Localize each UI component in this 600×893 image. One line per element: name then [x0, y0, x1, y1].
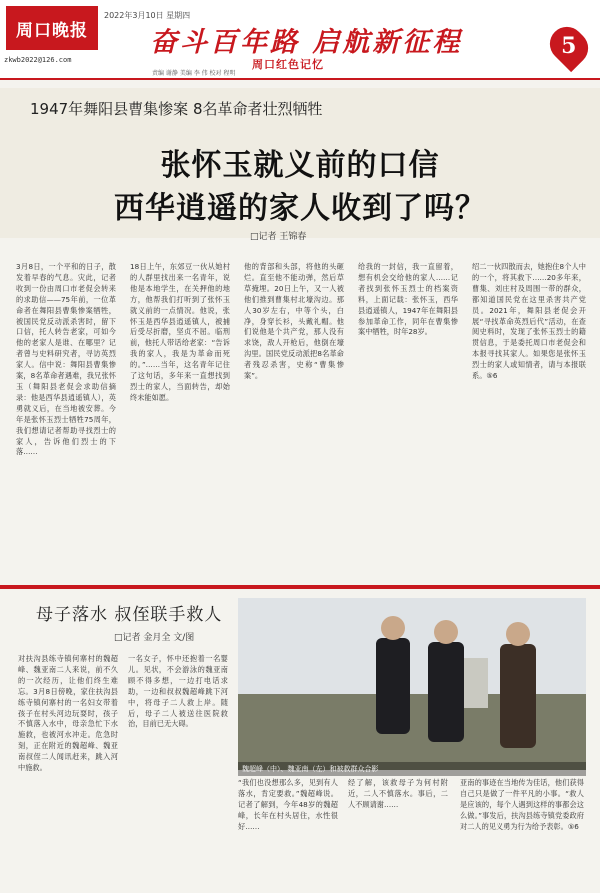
slogan: 奋斗百年路 启航新征程: [150, 27, 463, 58]
article2-column-4: 经了解，该救母子为何村附近，二人不慎落水。事后，二人不顾请谢……: [348, 778, 448, 809]
article2-column-1: 对扶沟县练寺镇何寨村的魏超峰、魏亚南二人来说，前不久的一次经历，让他们终生难忘。3月8日傍晚，家住扶沟县练寺镇何寨村的一名妇女带着孩子在村头河边玩耍时，孩子不慎落入水中，母亲急忙下水施救，也被河水冲走。危急时刻，正在附近的魏超峰、魏亚南叔侄二人闻讯赶来，跳入河中施救。: [18, 654, 118, 773]
article2-column-5: 亚南的事迹在当地传为佳话，他们获得自己只是做了一件平凡的小事。“救人是应该的，每个人遇到这样的事都会这么做。”事发后，扶沟县练寺镇党委政府对二人的见义勇为行为给予表彰。⑤6: [460, 778, 584, 831]
article1-kicker: 1947年舞阳县曹集惨案 8名革命者壮烈牺牲: [30, 100, 323, 118]
article2-column-2: 一名女子，怀中还抱着一名婴儿。见状，不会游泳的魏亚南顾不得多想，一边打电话求助，一边和叔叔魏超峰跳下河中，将母子二人救上岸。随后，母子二人被送往医院救治，目前已无大碍。: [128, 654, 228, 729]
article2-byline: □记者 金月全 文/图: [114, 633, 195, 643]
photo-caption: 魏超峰（中）、魏亚南（左）和被救群众合影: [238, 762, 586, 776]
email: zkwb2022@126.com: [4, 56, 72, 64]
article2-photo: [238, 598, 586, 770]
editors-line: 责编 谢静 美编 李 伟 校对 程明: [152, 70, 236, 77]
page-number: 5: [561, 33, 577, 59]
section-divider: [0, 585, 600, 589]
article1-column-5: 绍二一伙四散而去，她抱住8个人中的一个，将其救下……20多年来，曹集、刘庄村及周围一带的群众，都知道国民党在这里杀害共产党员。2021年，舞阳县老促会开展“寻找革命英烈后代”活动，在查阅史料时，发现了张怀玉烈士的籍贯信息，于是委托周口市老促会和本报寻找其家人。如果您是张怀玉烈士的家人或知情者，请与本报联系。⑤6: [472, 262, 586, 381]
article1-column-3: 他的背部和头部，将他的头砸烂。直至他不能动弹，然后草草掩埋。20日上午，又一人被他们推到曹集村北壕沟边。那人30岁左右，中等个头，白净，身穿长衫，头戴礼帽。他们说他是个共产党，那人没有求饶，敌人开枪后，他倒在壕沟里。国民党反动派把8名革命者残忍杀害，史称“曹集惨案”。: [244, 262, 344, 381]
article1-column-4: 给我的一封信，我一直留着，想有机会交给他的家人……记者找到张怀玉烈士的档案资料，上面记载：张怀玉，西华县逍遥镇人，1947年在舞阳县参加革命工作，同年在曹集惨案中牺牲，时年28岁。: [358, 262, 458, 337]
newspaper-logo: 周口晚报: [6, 6, 98, 50]
article1-title-line2: 西华逍遥的家人收到了吗？: [114, 191, 486, 226]
column-title: 周口红色记忆: [252, 58, 324, 71]
photo-illustration: [238, 598, 586, 770]
article1-column-2: 18日上午，东郊豆一伙从她村的人群里找出来一名青年，说他是本地学生，在关押他的地方，他帮我们打听到了张怀玉就义前的一点情况。他说，张怀玉是西华县逍遥镇人，被捕后受尽折磨，坚贞不屈。临刑前，他托人带话给老家：“告诉我的家人，我是为革命而死的。”……当年，这名青年记住了这句话，多年来一直想找到烈士的家人，当面转告，却始终未能如愿。: [130, 262, 230, 402]
article1-byline: □记者 王锦春: [250, 232, 307, 242]
article1-title-line1: 张怀玉就义前的口信: [160, 148, 440, 183]
header-divider: [0, 78, 600, 80]
article2-title: 母子落水 叔侄联手救人: [36, 605, 223, 625]
date-line: 2022年3月10日 星期四: [104, 11, 191, 20]
article2-column-3: “我们也没想那么多，见到有人落水，肯定要救。”魏超峰说。记者了解到，今年48岁的魏超峰，长年在村头居住，水性很好……: [238, 778, 338, 831]
article1-column-1: 3月8日，一个平和的日子，散发着早春的气息。灾此，记者收到一份由周口市老促会转来的求助信——75年前，一位革命者在舞阳县曹集惨案牺牲，被国民党反动派杀害时，留下口信，托人转告老家，可如今他的老家人是谁、在哪里？记者曾与史料研究者，寻访英烈家人。信中说：舞阳县曹集惨案，8名革命者遇难，我兄张怀玉（舞阳县老促会求助信摘录：他是西华县逍遥镇人），英勇就义后，在当地被安葬。今年是张怀玉烈士牺牲75周年，我们想请记者帮助寻找烈士的家人，告诉他们烈士的下落……: [16, 262, 116, 457]
